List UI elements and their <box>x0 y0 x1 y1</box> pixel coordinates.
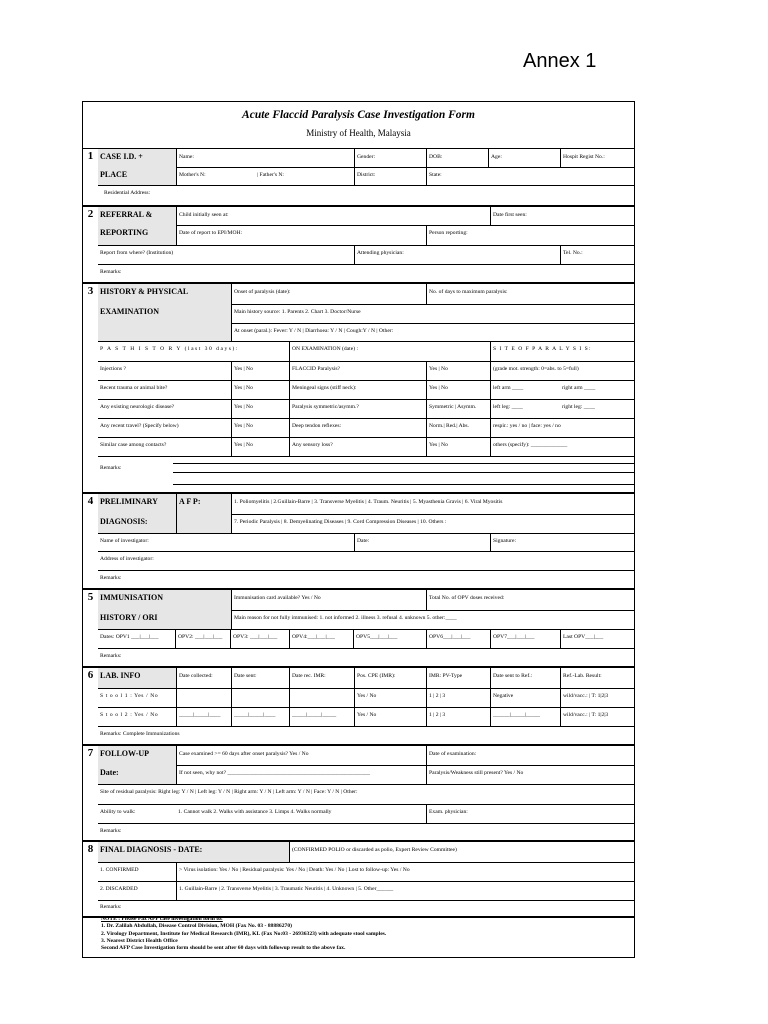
table-cell[interactable]: _____|_____|_____ <box>289 707 354 726</box>
table-row <box>98 707 634 727</box>
lab-info-label: LAB. INFO <box>98 668 176 688</box>
section-3 <box>83 284 634 494</box>
history-ori-label: HISTORY / ORI <box>98 610 231 629</box>
row <box>98 185 634 203</box>
afp-label: A F P: <box>176 494 231 514</box>
table-cell[interactable] <box>289 688 354 707</box>
history-answer[interactable]: Yes | No <box>231 399 289 418</box>
row <box>98 207 634 226</box>
table-cell[interactable] <box>231 688 289 707</box>
row <box>98 225 634 246</box>
row <box>98 551 634 571</box>
history-question: Any existing neurologic disease? <box>100 404 175 410</box>
follow-up-date-label: Date: <box>98 765 176 784</box>
afp-form <box>82 101 635 958</box>
person-reporting-field[interactable]: Person reporting: <box>426 225 634 245</box>
row <box>98 245 634 265</box>
site-paralysis-cell[interactable]: respir.: yes / no | face: yes / no <box>490 418 634 437</box>
note-line: 3. Nearest District Health Office <box>101 937 178 944</box>
history-question: Any recent travel? (Specify below) <box>100 423 179 429</box>
table-cell[interactable]: Yes / No <box>354 707 426 726</box>
table-row <box>98 361 634 381</box>
table-row <box>98 437 634 457</box>
examined-60-days-field[interactable]: Case examined >= 60 days after onset paralysis? Yes / No <box>176 746 426 765</box>
tel-field[interactable]: Tel. No.: <box>560 245 634 264</box>
table-cell[interactable]: Negative <box>490 688 560 707</box>
row <box>98 804 634 824</box>
row <box>98 323 634 342</box>
note-line: 1. Dr. Zalilah Abdullah, Disease Control Division, MOH (Fax No. 03 - 88886270) <box>101 923 292 930</box>
investigator-address-field[interactable]: Address of investigator: <box>100 556 154 562</box>
row <box>98 842 634 863</box>
reporting-label: REPORTING <box>98 225 176 245</box>
final-diagnosis-note: (CONFIRMED POLIO or discarded as polio, Expert Review Committee) <box>289 842 634 862</box>
pos-cpe-header: Pos. CPE (IMR): <box>354 668 426 688</box>
section-5 <box>83 590 634 668</box>
exam-question: Any sensory loss? <box>289 437 426 456</box>
card-available-field[interactable]: Immunisation card available? Yes / No <box>231 590 426 610</box>
date-field[interactable]: Date: <box>354 533 490 551</box>
note-heading: NOTE : Please Fax AFP case investigation form to: <box>101 916 223 922</box>
site-paralysis-cell[interactable]: others (specify): _____________ <box>490 437 634 456</box>
max-days-field[interactable]: No. of days to maximum paralysis: <box>426 284 634 304</box>
table-cell[interactable]: wild/vacc.: | T: 1|2|3 <box>560 688 634 707</box>
table-cell[interactable]: 1 | 2 | 3 <box>426 707 490 726</box>
row <box>98 746 634 766</box>
opv3-field[interactable]: OPV3: ___|___|___ <box>230 629 289 648</box>
referral-label: REFERRAL & <box>98 207 176 225</box>
row <box>98 304 634 324</box>
section-number: 2 <box>87 208 94 220</box>
final-diagnosis-label: FINAL DIAGNOSIS - DATE: <box>98 842 289 862</box>
mother-name-field[interactable] <box>176 167 354 185</box>
fax-note <box>98 916 634 952</box>
walk-options[interactable]: 1. Cannot walk 2. Walks with assistance 3. Limps 4. Walks normally <box>178 809 332 815</box>
total-opv-field[interactable]: Total No. of OPV doses received: <box>426 590 634 610</box>
preliminary-label: PRELIMINARY <box>98 494 176 514</box>
age-field[interactable]: Age: <box>488 149 560 167</box>
case-id-label: CASE I.D. + <box>98 149 176 167</box>
opv4-field[interactable]: OPV4:___|___|___ <box>289 629 353 648</box>
table-row <box>98 399 634 419</box>
date-sent-header: Date sent: <box>231 668 289 688</box>
state-field[interactable]: State: <box>426 167 634 185</box>
remarks-line <box>173 463 634 464</box>
site-paralysis-cell[interactable]: left leg: ____ <box>490 399 560 418</box>
exam-question: Meningeal signs (stiff neck): <box>289 380 426 399</box>
table-cell[interactable]: 1 | 2 | 3 <box>426 688 490 707</box>
on-exam-header: ON EXAMINATION (date) : <box>289 341 490 361</box>
not-seen-reason-field[interactable]: If not seen, why not? ___________________________________________________ <box>176 765 426 784</box>
section-6 <box>83 668 634 746</box>
remarks-field[interactable]: Remarks: <box>100 828 122 834</box>
name-field[interactable]: Name: <box>176 149 354 167</box>
mother-label: Mother's N: <box>179 172 206 178</box>
discarded-details[interactable]: 1. Guillain-Barre | 2. Transverse Myelitis | 3. Traumatic Neuritis | 4. Unknown | 5. Other______ <box>176 881 634 900</box>
history-question: Injections ? <box>100 366 126 372</box>
history-answer[interactable]: Yes | No <box>231 380 289 399</box>
exam-answer[interactable]: Yes | No <box>426 380 490 399</box>
row <box>98 533 634 552</box>
immunisation-label: IMMUNISATION <box>98 590 231 610</box>
row <box>98 900 634 914</box>
date-report-field[interactable]: Date of report to EPI/MOH: <box>176 225 426 245</box>
section-number: 1 <box>87 150 94 162</box>
diagnosis-label: DIAGNOSIS: <box>98 514 176 533</box>
remarks-field[interactable]: Remarks: <box>100 575 122 581</box>
section-4 <box>83 494 634 590</box>
history-answer[interactable]: Yes | No <box>231 418 289 437</box>
remarks-line <box>173 472 634 473</box>
table-cell[interactable]: _____|_____|____ <box>231 707 289 726</box>
confirmed-details[interactable]: > Virus isolation: Yes / No | Residual paralysis: Yes / No | Death: Yes / No | Lost to follow-up: Yes / No <box>176 862 634 881</box>
table-row <box>98 380 634 400</box>
row <box>98 284 634 305</box>
district-field[interactable]: District: <box>354 167 426 185</box>
not-immunised-reason-field[interactable]: Main reason for not fully immunised: 1. not informed 2. illness 3. refusal 4. unknown 5. other:____ <box>231 610 634 629</box>
exam-answer[interactable]: Yes | No <box>426 437 490 456</box>
row <box>98 726 634 742</box>
exam-answer[interactable]: Yes | No <box>426 361 490 380</box>
place-label: PLACE <box>98 167 176 185</box>
discarded-option[interactable]: 2. DISCARDED <box>100 886 138 892</box>
site-paralysis-cell[interactable]: right leg: ____ <box>562 404 595 410</box>
father-label: | Father's N: <box>257 172 284 178</box>
table-cell[interactable] <box>176 688 231 707</box>
row <box>98 514 634 534</box>
gray-cell <box>98 323 231 341</box>
form-header <box>83 102 634 149</box>
opv6-field[interactable]: OPV6___|___|___ <box>426 629 490 648</box>
annex-label: Annex 1 <box>523 50 597 72</box>
remarks-line <box>173 484 634 485</box>
dob-field[interactable]: DOB: <box>426 149 488 167</box>
row <box>98 341 634 362</box>
note-line: 2. Virology Department, Institute for Medical Research (IMR), KL (Fax No:03 - 26936323) with adequate stool samples. <box>101 930 387 937</box>
table-row <box>98 418 634 438</box>
exam-physician-field[interactable]: Exam. physician: <box>426 804 634 823</box>
site-paralysis-cell[interactable]: (grade mot. strength: 0=abs. to 5=full) <box>490 361 634 380</box>
exam-question: Paralysis symmetric/asymm.? <box>289 399 426 418</box>
examination-label: EXAMINATION <box>98 304 231 323</box>
history-question: Similar case among contacts? <box>100 442 167 448</box>
exam-question: Deep tendon reflexes: <box>289 418 426 437</box>
date-first-seen-field[interactable]: Date first seen: <box>490 207 634 225</box>
last-opv-field[interactable]: Last OPV___|___ <box>560 629 634 648</box>
residual-paralysis-field[interactable]: Site of residual paralysis: Right leg: Y / N | Left leg: Y / N | Right arm: Y / N | Left arm: Y / N | Face: Y / N | Other: <box>100 789 358 795</box>
site-paralysis-header: S I T E O F P A R A L Y S I S: <box>490 341 634 361</box>
signature-field[interactable]: Signature: <box>490 533 634 551</box>
site-paralysis-cell[interactable]: left arm ____ <box>490 380 560 399</box>
remarks-field[interactable]: Remarks: <box>100 904 122 910</box>
remarks-field[interactable]: Remarks: <box>100 269 122 275</box>
remarks-field[interactable]: Remarks: <box>100 465 122 471</box>
pv-type-header: IMR: PV-Type <box>426 668 490 688</box>
history-question: Recent trauma or animal bite? <box>100 385 168 391</box>
row <box>98 765 634 785</box>
history-label: HISTORY & PHYSICAL <box>98 284 231 304</box>
stool-1-label[interactable]: S t o o l 1 : Yes / No <box>100 693 159 699</box>
residential-address-field[interactable]: Residential Address: <box>104 190 151 196</box>
weakness-present-field[interactable]: Paralysis/Weakness still present? Yes / No <box>426 765 634 784</box>
table-row <box>98 688 634 708</box>
site-paralysis-cell[interactable]: right arm ____ <box>562 385 596 391</box>
row <box>98 264 634 281</box>
past-history-header: P A S T H I S T O R Y (last 30 days): <box>100 346 239 352</box>
ref-lab-result-header: Ref.-Lab. Result: <box>560 668 634 688</box>
row <box>98 570 634 586</box>
opv5-field[interactable]: OPV5___|___|___ <box>353 629 426 648</box>
child-seen-field[interactable]: Child initially seen at: <box>176 207 490 225</box>
attending-physician-field[interactable]: Attending physician: <box>354 245 560 264</box>
note-line: Second AFP Case Investigation form should be sent after 60 days with followup result to the above fax. <box>101 945 346 952</box>
row <box>98 862 634 882</box>
follow-up-label: FOLLOW-UP <box>98 746 176 765</box>
section-7 <box>83 746 634 842</box>
opv2-field[interactable]: OPV2: ___|___|___ <box>175 629 230 648</box>
remarks-field[interactable]: Remarks: <box>100 653 122 659</box>
table-cell[interactable]: wild/vacc.: | T: 1|2|3 <box>560 707 634 726</box>
onset-field[interactable]: Onset of paralysis (date): <box>231 284 426 304</box>
table-cell[interactable]: Yes / No <box>354 688 426 707</box>
table-cell[interactable]: _____|_____|____ <box>176 707 231 726</box>
section-8 <box>83 842 634 918</box>
row <box>98 590 634 611</box>
remarks-field[interactable]: Remarks: Complete Immunizations <box>100 731 180 737</box>
exam-question: FLACCID Paralysis? <box>289 361 426 380</box>
row <box>98 494 634 515</box>
date-sent-ref-header: Date sent to Ref.: <box>490 668 560 688</box>
section-number: 3 <box>87 285 94 297</box>
form-title: Acute Flaccid Paralysis Case Investigation Form <box>242 109 475 121</box>
row <box>98 648 634 664</box>
row <box>98 167 634 186</box>
row <box>98 668 634 689</box>
diagnosis-options-1[interactable]: 1. Poliomyelitis | 2.Guillain-Barre | 3. Transverse Myelitis | 4. Traum. Neuritis | 5. Myasthenia Gravis | 6. Viral Myositis <box>231 494 634 514</box>
stool-2-label[interactable]: S t o o l 2 : Yes / No <box>100 712 159 718</box>
section-1 <box>83 149 634 207</box>
diagnosis-options-2[interactable]: 7. Periodic Paralysis | 8. Demyelinating Diseases | 9. Cord Compression Diseases | 10. Others : <box>231 514 634 533</box>
section-2 <box>83 207 634 284</box>
investigator-name-field[interactable]: Name of investigator: <box>100 538 149 544</box>
walk-label: Ability to walk: <box>100 809 136 815</box>
ministry-label: Ministry of Health, Malaysia <box>306 128 411 138</box>
row <box>98 149 634 168</box>
date-collected-header: Date collected: <box>176 668 231 688</box>
history-answer[interactable]: Yes | No <box>231 361 289 380</box>
history-answer[interactable]: Yes | No <box>231 437 289 456</box>
gray-cell <box>176 514 231 533</box>
section-number: 8 <box>87 843 94 855</box>
report-from-field[interactable]: Report from where? (Institution) <box>100 250 174 256</box>
exam-answer[interactable]: Norm.| Red.| Abs. <box>426 418 490 437</box>
date-rec-imr-header: Date rec. IMR: <box>289 668 354 688</box>
section-number: 7 <box>87 747 94 759</box>
confirmed-option[interactable]: 1. CONFIRMED <box>100 867 139 873</box>
exam-date-field[interactable]: Date of examination: <box>426 746 634 765</box>
row <box>98 629 634 649</box>
section-number: 4 <box>87 495 94 507</box>
at-onset-field[interactable]: At onset (paral.): Fever: Y / N | Diarrhoea: Y / N | Cough:Y / N | Other: <box>231 323 634 341</box>
row <box>98 881 634 901</box>
opv1-field[interactable]: Dates: OPV1 ___|___|___ <box>100 634 159 640</box>
row <box>98 610 634 630</box>
exam-answer[interactable]: Symmetric | Asymm. <box>426 399 490 418</box>
row <box>98 823 634 838</box>
section-number: 6 <box>87 669 94 681</box>
row <box>98 784 634 805</box>
opv7-field[interactable]: OPV7___|___|___ <box>490 629 560 648</box>
history-source-field[interactable]: Main history source: 1. Parents 2. Chart 3. Doctor/Nurse <box>231 304 634 323</box>
table-cell[interactable]: ______|_____|_____ <box>490 707 560 726</box>
row <box>98 456 634 490</box>
hospital-reg-field[interactable]: Hospit Regist No.: <box>560 149 634 167</box>
gender-field[interactable]: Gender: <box>354 149 426 167</box>
section-number: 5 <box>87 591 94 603</box>
